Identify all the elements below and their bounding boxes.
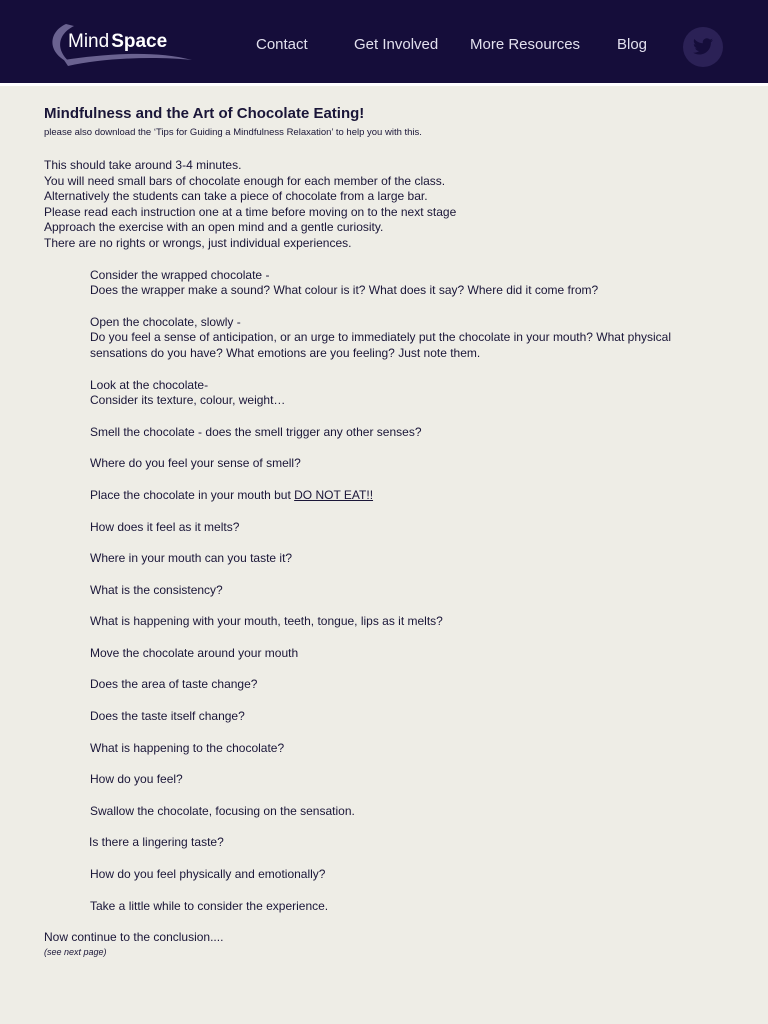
step-heading: Look at the chocolate- [90, 377, 209, 392]
step-item [90, 488, 724, 504]
step-item [90, 583, 724, 599]
intro-block [44, 158, 724, 252]
step-item [90, 772, 724, 788]
header-divider [0, 83, 768, 86]
step-detail: Do you feel a sense of anticipation, or an urge to immediately put the chocolate in your mouth? What physical sensations do you have? What emotions are you feeling? Just note them. [90, 330, 671, 360]
step-item [90, 315, 724, 362]
step-item [90, 378, 724, 409]
do-not-eat-emphasis: DO NOT EAT!! [294, 487, 374, 502]
page-title: Mindfulness and the Art of Chocolate Eating! [44, 105, 365, 122]
step-text: How do you feel physically and emotionally? [90, 867, 326, 882]
step-item [90, 741, 724, 757]
step-text: Smell the chocolate - does the smell trigger any other senses? [90, 424, 422, 439]
step-text: Does the area of taste change? [90, 677, 258, 692]
step-heading: Open the chocolate, slowly - [90, 314, 241, 329]
step-item [90, 899, 724, 915]
step-heading: Consider the wrapped chocolate - [90, 267, 270, 282]
step-item [90, 804, 724, 820]
steps-list [44, 268, 724, 915]
mindspace-logo[interactable] [44, 20, 194, 68]
step-item [89, 835, 724, 851]
step-text: Is there a lingering taste? [89, 835, 224, 850]
step-item [90, 867, 724, 883]
step-text: What is happening to the chocolate? [90, 740, 285, 755]
twitter-button[interactable] [683, 27, 723, 67]
nav-contact[interactable]: Contact [256, 36, 308, 53]
intro-line: You will need small bars of chocolate enough for each member of the class. [44, 173, 446, 188]
step-text: Swallow the chocolate, focusing on the sensation. [90, 803, 355, 818]
step-text: What is happening with your mouth, teeth, tongue, lips as it melts? [90, 614, 443, 629]
logo-word-mind: Mind [68, 31, 110, 52]
logo-wordmark [68, 31, 167, 53]
step-text: What is the consistency? [90, 582, 223, 597]
conclusion-text: Now continue to the conclusion.... [44, 930, 224, 945]
step-item [90, 614, 724, 630]
intro-line: Alternatively the students can take a piece of chocolate from a large bar. [44, 189, 428, 204]
nav-get-involved[interactable]: Get Involved [354, 36, 439, 53]
step-text: Where in your mouth can you taste it? [90, 551, 293, 566]
intro-line: There are no rights or wrongs, just individual experiences. [44, 235, 352, 250]
logo-word-space: Space [111, 31, 168, 52]
step-item [90, 268, 724, 299]
step-item [90, 709, 724, 725]
intro-line: Please read each instruction one at a time before moving on to the next stage [44, 204, 457, 219]
step-item [90, 456, 724, 472]
subtitle-note: please also download the ‘Tips for Guiding a Mindfulness Relaxation’ to help you with this. [44, 127, 422, 138]
step-item [90, 425, 724, 441]
step-item [90, 646, 724, 662]
step-detail: Consider its texture, colour, weight… [90, 393, 286, 408]
step-detail: Does the wrapper make a sound? What colour is it? What does it say? Where did it come from? [90, 283, 599, 298]
step-text: Take a little while to consider the experience. [90, 898, 329, 913]
intro-line: Approach the exercise with an open mind and a gentle curiosity. [44, 220, 384, 235]
site-header [0, 0, 768, 83]
step-text: How does it feel as it melts? [90, 519, 240, 534]
step-item [90, 551, 724, 567]
step-text: Where do you feel your sense of smell? [90, 456, 301, 471]
nav-blog[interactable]: Blog [617, 36, 648, 53]
twitter-icon [693, 38, 713, 55]
intro-line: This should take around 3-4 minutes. [44, 158, 242, 172]
step-text: Move the chocolate around your mouth [90, 645, 299, 660]
article [44, 104, 724, 958]
see-next-page-note: (see next page) [44, 946, 107, 957]
step-text: Place the chocolate in your mouth but [90, 487, 295, 502]
step-text: How do you feel? [90, 772, 183, 787]
step-text: Does the taste itself change? [90, 709, 245, 724]
nav-more-resources[interactable]: More Resources [470, 36, 581, 53]
step-item [90, 520, 724, 536]
step-item [90, 677, 724, 693]
